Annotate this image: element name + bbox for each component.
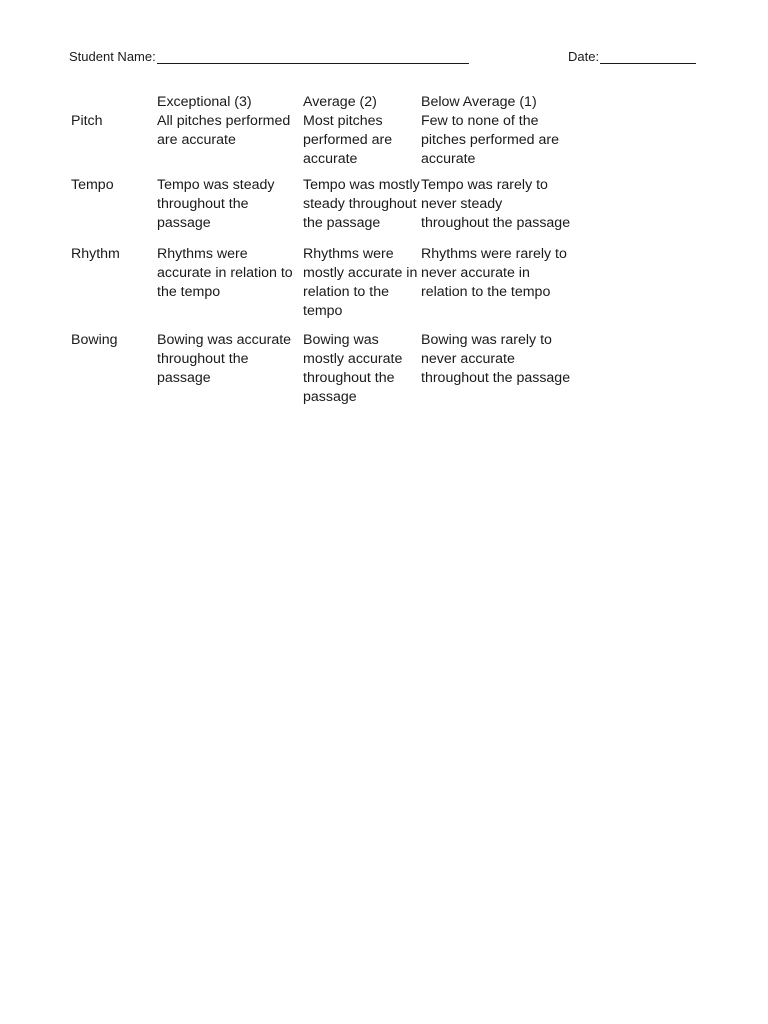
level-header-below-average: Below Average (1) xyxy=(421,94,537,110)
descriptor-average: Most pitches performed are accurate xyxy=(303,113,393,167)
table-row xyxy=(68,112,573,169)
descriptor-average: Tempo was mostly steady throughout the passage xyxy=(303,177,420,231)
rubric-header-spacer xyxy=(68,93,157,112)
criterion-label: Rhythm xyxy=(71,246,120,262)
rubric-table xyxy=(68,93,573,407)
descriptor-below-average: Rhythms were rarely to never accurate in relation to the tempo xyxy=(421,246,567,300)
criterion-label: Tempo xyxy=(71,177,114,193)
table-row xyxy=(68,93,573,112)
table-row xyxy=(68,321,573,407)
level-header-exceptional: Exceptional (3) xyxy=(157,94,252,110)
descriptor-below-average: Tempo was rarely to never steady throughout the passage xyxy=(421,177,571,231)
level-header-average: Average (2) xyxy=(303,94,377,110)
student-name-field[interactable] xyxy=(69,46,469,64)
student-name-label: Student Name: xyxy=(69,49,156,64)
descriptor-exceptional: Rhythms were accurate in relation to the tempo xyxy=(157,246,293,300)
table-row xyxy=(68,169,573,233)
descriptor-average: Rhythms were mostly accurate in relation to the tempo xyxy=(303,246,418,319)
criterion-label: Pitch xyxy=(71,113,103,129)
descriptor-exceptional: Tempo was steady throughout the passage xyxy=(157,177,275,231)
descriptor-exceptional: All pitches performed are accurate xyxy=(157,113,291,148)
table-row xyxy=(68,233,573,321)
date-label: Date: xyxy=(568,49,600,64)
date-field[interactable] xyxy=(568,46,696,64)
student-name-blank[interactable] xyxy=(157,48,469,64)
date-blank[interactable] xyxy=(600,48,696,64)
descriptor-below-average: Few to none of the pitches performed are accurate xyxy=(421,113,560,167)
descriptor-exceptional: Bowing was accurate throughout the passage xyxy=(157,332,292,386)
descriptor-average: Bowing was mostly accurate throughout the passage xyxy=(303,332,403,405)
criterion-label: Bowing xyxy=(71,332,118,348)
descriptor-below-average: Bowing was rarely to never accurate throughout the passage xyxy=(421,332,571,386)
